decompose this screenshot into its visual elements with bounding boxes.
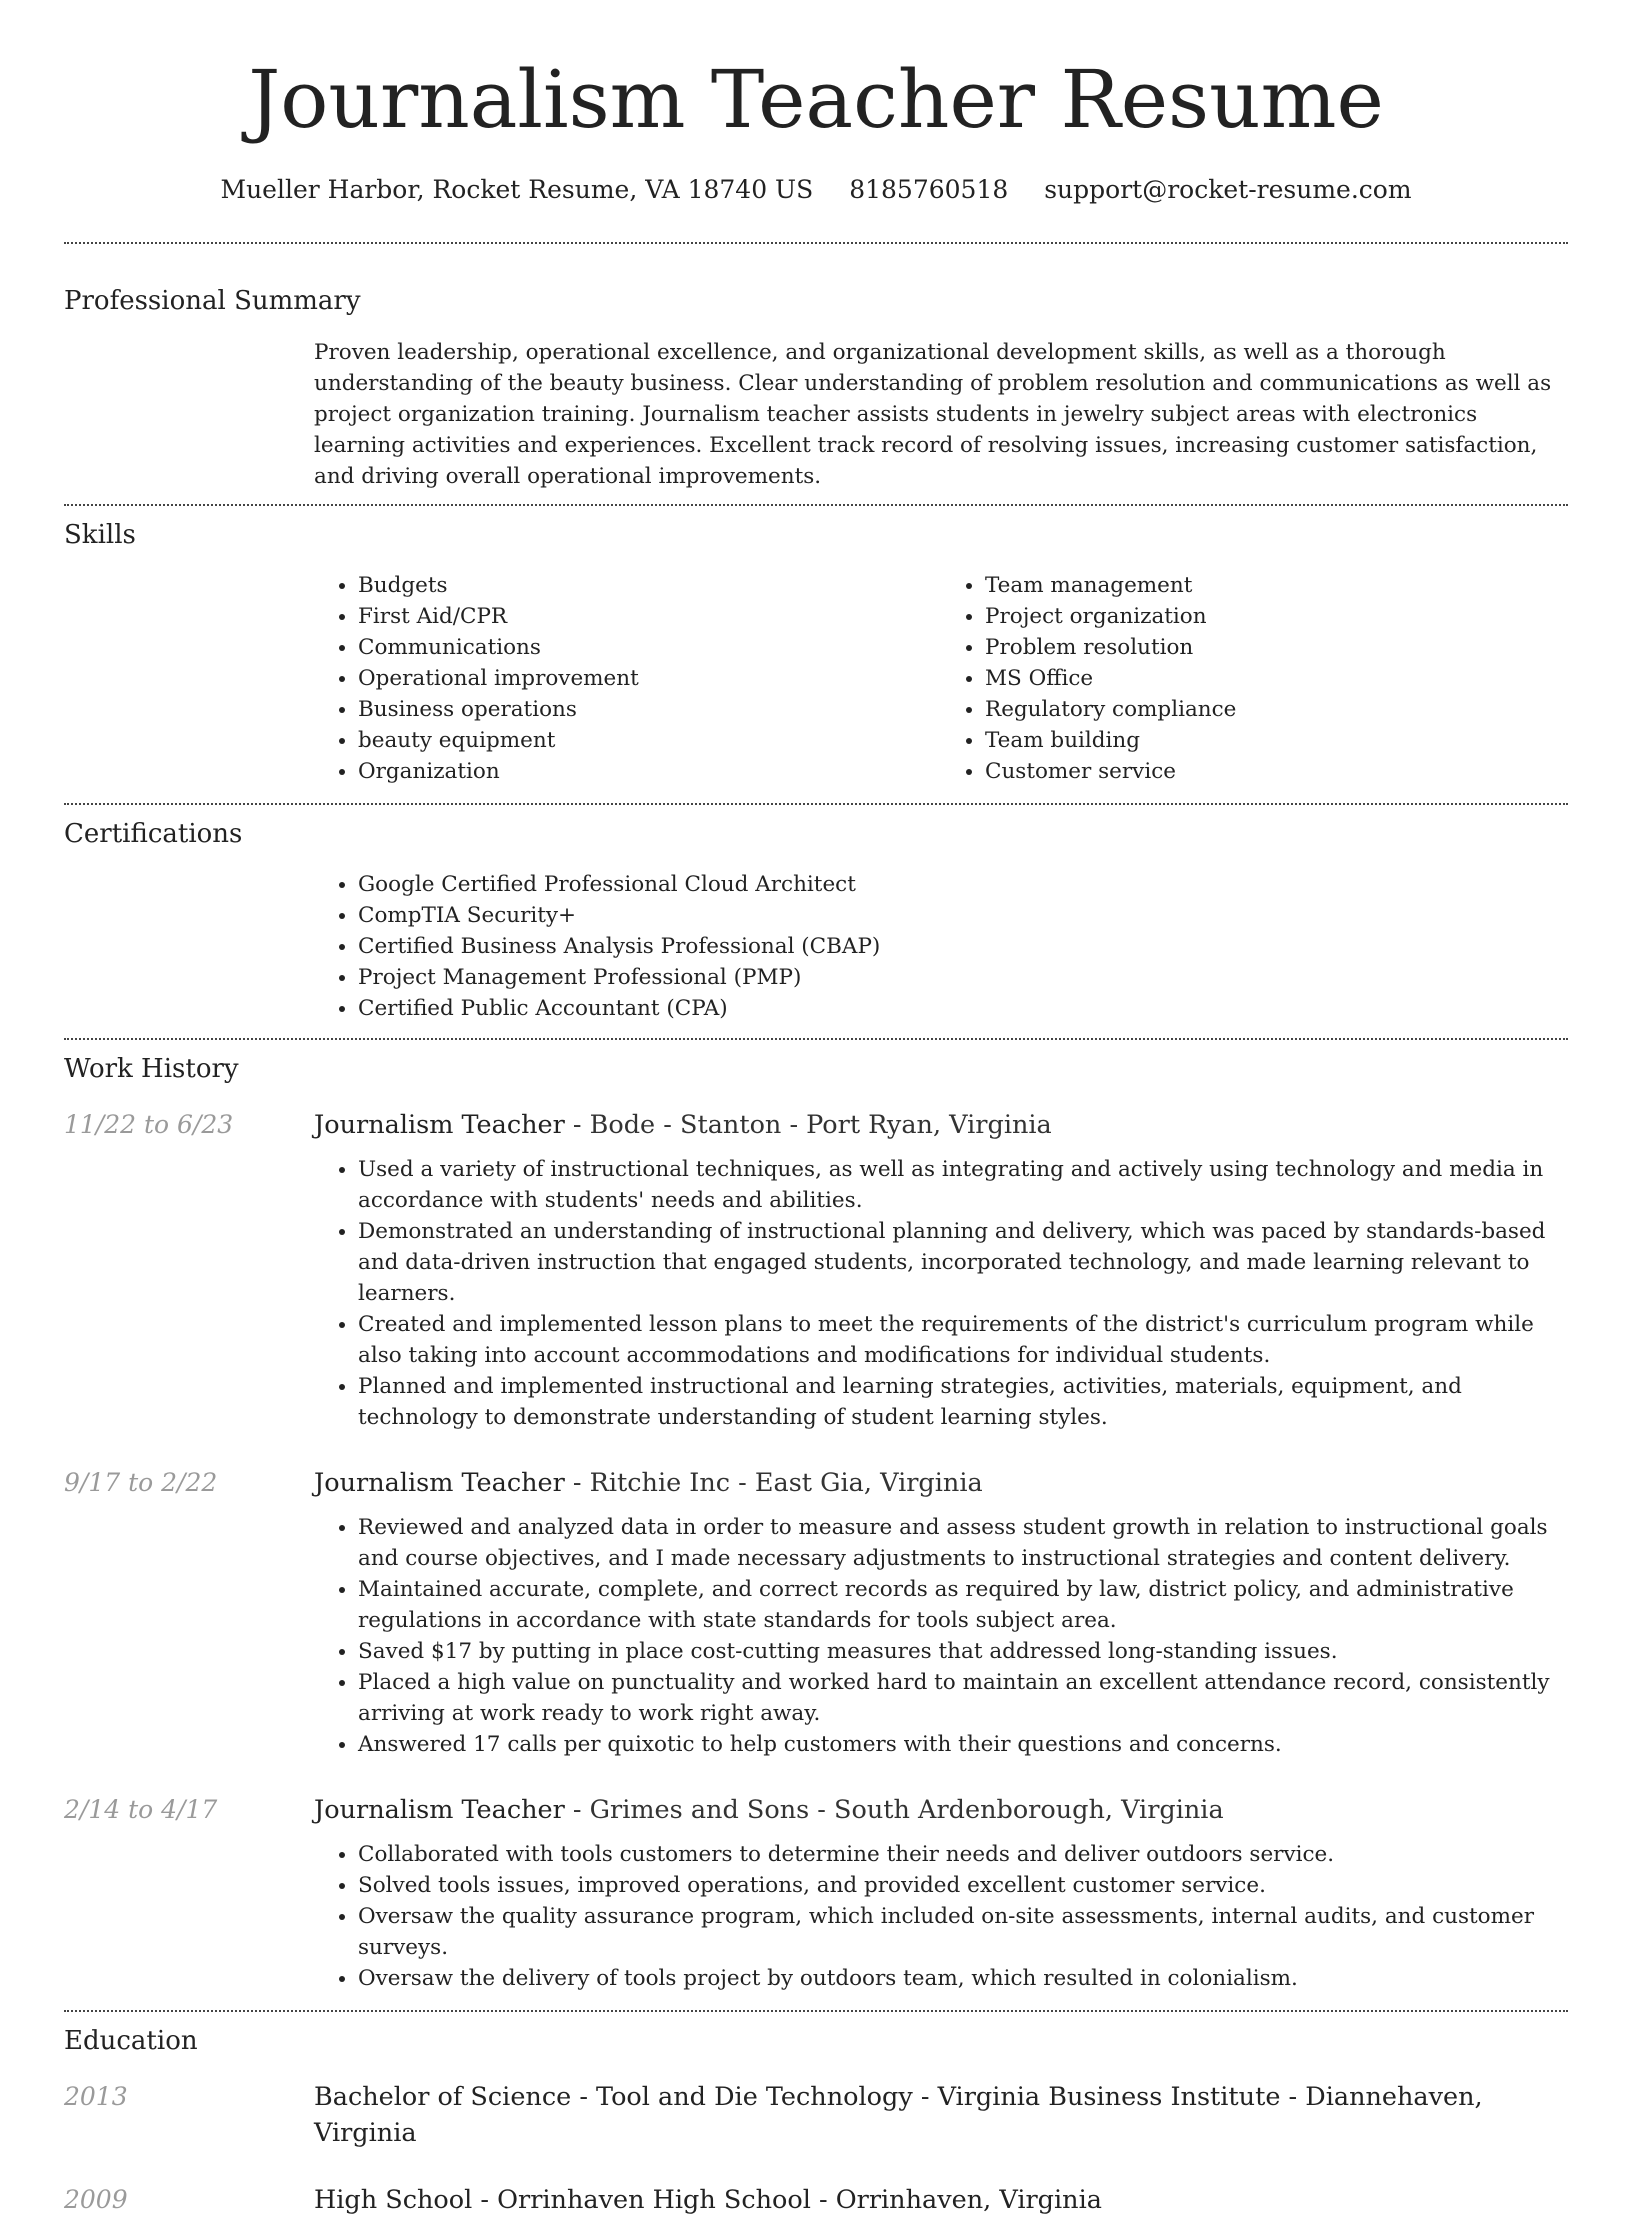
list-item: • Problem resolution <box>985 632 1568 663</box>
job-dates: 2/14 to 4/17 <box>64 1795 218 1824</box>
list-item: • Planned and implemented instructional and learning strategies, activities, materials, equipment, and technology to demonstrate understanding of student learning styles. <box>358 1371 1568 1433</box>
job-entry <box>64 1107 1568 1433</box>
list-item: • Maintained accurate, complete, and correct records as required by law, district policy, and administrative regulations in accordance with state standards for tools subject area. <box>358 1574 1568 1636</box>
education-entry <box>64 2182 1568 2218</box>
page-title: Journalism Teacher Resume <box>248 53 1384 146</box>
certifications-section <box>64 805 1568 1038</box>
section-title-summary: Professional Summary <box>64 286 361 316</box>
work-history-section <box>64 1040 1568 2010</box>
job-title <box>314 1465 1568 1501</box>
job-role: Journalism Teacher <box>314 1795 565 1825</box>
list-item: • beauty equipment <box>358 725 941 756</box>
certifications-list <box>314 869 1568 1024</box>
contact-email: support@rocket-resume.com <box>1044 175 1412 204</box>
list-item: • Team building <box>985 725 1568 756</box>
list-item: • Oversaw the delivery of tools project by outdoors team, which resulted in colonialism. <box>358 1963 1568 1994</box>
job-title <box>314 1792 1568 1828</box>
contact-line <box>64 172 1568 208</box>
list-item: • CompTIA Security+ <box>358 900 1568 931</box>
list-item: • Project organization <box>985 601 1568 632</box>
contact-address: Mueller Harbor, Rocket Resume, VA 18740 US <box>220 175 814 204</box>
list-item: • Answered 17 calls per quixotic to help customers with their questions and concerns. <box>358 1729 1568 1760</box>
list-item: • Oversaw the quality assurance program, which included on-site assessments, internal audits, and customer surveys. <box>358 1901 1568 1963</box>
list-item: • Business operations <box>358 694 941 725</box>
list-item: • Solved tools issues, improved operations, and provided excellent customer service. <box>358 1870 1568 1901</box>
summary-section <box>64 244 1568 504</box>
list-item: • Created and implemented lesson plans to meet the requirements of the district's curriculum program while also taking into account accommodations and modifications for individual students. <box>358 1309 1568 1371</box>
list-item: • Used a variety of instructional techniques, as well as integrating and actively using technology and media in accordance with students' needs and abilities. <box>358 1154 1568 1216</box>
list-item: • Reviewed and analyzed data in order to measure and assess student growth in relation to instructional goals and course objectives, and I made necessary adjustments to instructional strategies and content delivery. <box>358 1512 1568 1574</box>
list-item: • Team management <box>985 570 1568 601</box>
list-item: • Budgets <box>358 570 941 601</box>
education-degree: Bachelor of Science - Tool and Die Technology - Virginia Business Institute - Diannehaven, Virginia <box>314 2082 1483 2148</box>
list-item: • MS Office <box>985 663 1568 694</box>
list-item: • Regulatory compliance <box>985 694 1568 725</box>
job-role: Journalism Teacher <box>314 1110 565 1140</box>
list-item: • Communications <box>358 632 941 663</box>
education-entry <box>64 2079 1568 2151</box>
job-title <box>314 1107 1568 1143</box>
education-year: 2009 <box>64 2185 128 2214</box>
summary-text: Proven leadership, operational excellence, and organizational development skills, as well as a thorough understanding of the beauty business. Clear understanding of problem resolution and communications as well as project organization training. Journalism teacher assists students in jewelry subject areas with electronics learning activities and experiences. Excellent track record of resolving issues, increasing customer satisfaction, and driving overall operational improvements. <box>314 340 1552 489</box>
list-item: • Saved $17 by putting in place cost-cutting measures that addressed long-standing issues. <box>358 1636 1568 1667</box>
job-details: - Bode - Stanton - Port Ryan, Virginia <box>564 1110 1052 1140</box>
list-item: • Collaborated with tools customers to determine their needs and deliver outdoors service. <box>358 1839 1568 1870</box>
job-details: - Ritchie Inc - East Gia, Virginia <box>564 1468 983 1498</box>
education-degree: High School - Orrinhaven High School - Orrinhaven, Virginia <box>314 2185 1102 2215</box>
section-title-work-history: Work History <box>64 1054 239 1084</box>
list-item: • First Aid/CPR <box>358 601 941 632</box>
list-item: • Certified Public Accountant (CPA) <box>358 993 1568 1024</box>
job-details: - Grimes and Sons - South Ardenborough, Virginia <box>564 1795 1224 1825</box>
section-title-certifications: Certifications <box>64 819 243 849</box>
skills-section <box>64 506 1568 803</box>
section-title-skills: Skills <box>64 520 136 550</box>
job-entry <box>64 1465 1568 1760</box>
skills-list-left <box>314 570 941 787</box>
education-section <box>64 2012 1568 2218</box>
list-item: • Google Certified Professional Cloud Architect <box>358 869 1568 900</box>
list-item: • Demonstrated an understanding of instructional planning and delivery, which was paced by standards-based and data-driven instruction that engaged students, incorporated technology, and made learning relevant to learners. <box>358 1216 1568 1309</box>
section-title-education: Education <box>64 2026 198 2056</box>
job-entry <box>64 1792 1568 2010</box>
list-item: • Customer service <box>985 756 1568 787</box>
list-item: • Placed a high value on punctuality and worked hard to maintain an excellent attendance record, consistently arriving at work ready to work right away. <box>358 1667 1568 1729</box>
list-item: • Organization <box>358 756 941 787</box>
job-role: Journalism Teacher <box>314 1468 565 1498</box>
job-bullets <box>314 1154 1568 1433</box>
job-bullets <box>314 1512 1568 1760</box>
education-year: 2013 <box>64 2082 128 2111</box>
skills-list-right <box>941 570 1568 787</box>
job-dates: 9/17 to 2/22 <box>64 1468 218 1497</box>
job-bullets <box>314 1839 1568 1994</box>
list-item: • Certified Business Analysis Professional (CBAP) <box>358 931 1568 962</box>
list-item: • Project Management Professional (PMP) <box>358 962 1568 993</box>
contact-phone: 8185760518 <box>849 175 1009 204</box>
list-item: • Operational improvement <box>358 663 941 694</box>
job-dates: 11/22 to 6/23 <box>64 1110 234 1139</box>
